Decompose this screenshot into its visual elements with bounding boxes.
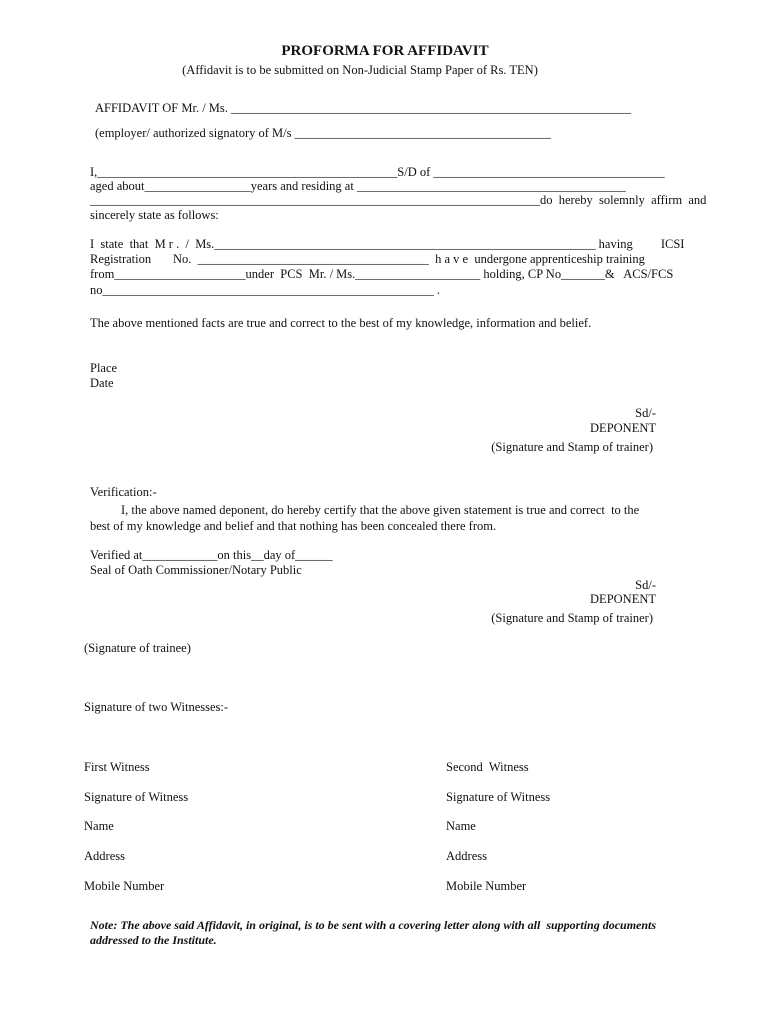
statement-line-2: Registration No. _____________________________________ h a v e undergone apprenticeship training [90, 252, 645, 266]
trainee-signature-label: (Signature of trainee) [84, 641, 191, 655]
trainer-stamp-label-2: (Signature and Stamp of trainer) [491, 611, 653, 625]
sd-label-1: Sd/- [635, 406, 656, 420]
first-witness-title: First Witness [84, 760, 150, 774]
facts-statement: The above mentioned facts are true and correct to the best of my knowledge, information and belief. [90, 316, 592, 330]
statement-line-1: I state that M r . / Ms._____________________________________________________________ having ICSI [90, 237, 685, 251]
note-line-2: addressed to the Institute. [90, 933, 217, 947]
first-witness-mobile: Mobile Number [84, 879, 165, 893]
verification-line-2: best of my knowledge and belief and that nothing has been concealed there from. [90, 519, 497, 533]
deponent-label-1: DEPONENT [590, 421, 656, 435]
trainer-stamp-label-1: (Signature and Stamp of trainer) [491, 440, 653, 454]
state-as-follows: sincerely state as follows: [90, 208, 219, 222]
note-line-1: Note: The above said Affidavit, in original, is to be sent with a covering letter along with all supporting documents [90, 918, 657, 932]
deponent-label-2: DEPONENT [590, 592, 656, 606]
sd-label-2: Sd/- [635, 578, 656, 592]
date-label: Date [90, 376, 114, 390]
second-witness-signature: Signature of Witness [446, 790, 551, 804]
place-label: Place [90, 361, 118, 375]
age-residence-line: aged about_________________years and residing at ___________________________________________ [90, 179, 626, 193]
page-title: PROFORMA FOR AFFIDAVIT [281, 43, 489, 59]
verification-heading: Verification:- [90, 485, 157, 499]
affidavit-of-line: AFFIDAVIT OF Mr. / Ms. ________________________________________________________________ [95, 101, 632, 115]
page-subtitle: (Affidavit is to be submitted on Non-Judicial Stamp Paper of Rs. TEN) [182, 63, 538, 77]
statement-line-4: no_____________________________________________________ . [90, 283, 440, 297]
verified-at-line: Verified at____________on this__day of______ [90, 548, 333, 562]
employer-line: (employer/ authorized signatory of M/s _________________________________________ [95, 126, 551, 140]
first-witness-name: Name [84, 819, 114, 833]
second-witness-address: Address [446, 849, 487, 863]
affirm-line: ________________________________________________________________________do hereby solemnly affirm and [90, 193, 707, 207]
second-witness-mobile: Mobile Number [446, 879, 527, 893]
first-witness-signature: Signature of Witness [84, 790, 189, 804]
deponent-name-line: I,________________________________________________S/D of _____________________________________ [90, 165, 665, 179]
notary-seal-label: Seal of Oath Commissioner/Notary Public [90, 563, 302, 577]
witnesses-heading: Signature of two Witnesses:- [84, 700, 229, 714]
first-witness-address: Address [84, 849, 125, 863]
second-witness-name: Name [446, 819, 476, 833]
second-witness-title: Second Witness [446, 760, 529, 774]
verification-line-1: I, the above named deponent, do hereby certify that the above given statement is true and correct to the [121, 503, 640, 517]
statement-line-3: from_____________________under PCS Mr. / Ms.____________________ holding, CP No_______& ACS/FCS [90, 267, 674, 281]
